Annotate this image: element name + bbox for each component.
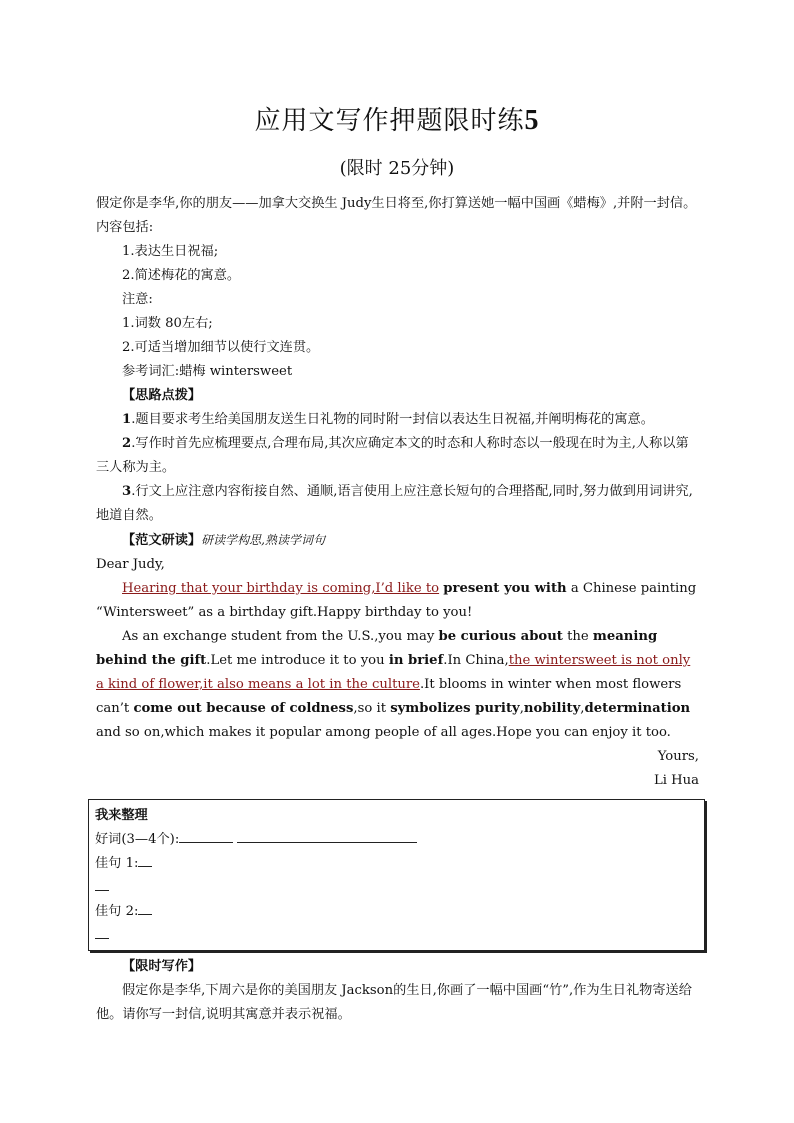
letter-closing: Yours,	[657, 749, 699, 764]
p2-text-3: .Let me introduce it to you	[206, 653, 389, 668]
content	[96, 192, 699, 1027]
p2-text-4: .In China,	[443, 653, 509, 668]
letter-paragraph-2	[96, 625, 699, 745]
phrase-meaning-behind-gift: meaning behind the gift	[96, 629, 658, 668]
tip-3	[96, 480, 699, 528]
phrase-be-curious-about: be curious about	[438, 629, 563, 644]
phrase-present-you-with: present you with	[443, 581, 567, 596]
good-words-line	[95, 828, 698, 852]
page-title-text: 应用文写作押题限时练	[254, 106, 525, 136]
letter-greeting: Dear Judy,	[96, 557, 165, 572]
sample-heading: 【范文研读】	[122, 533, 202, 548]
good-words-blank-2[interactable]	[237, 828, 417, 843]
tip-1-number: 1	[122, 412, 132, 427]
sample-heading-note: 研读学构思,熟读学词句	[201, 533, 325, 547]
sample-heading-line	[96, 528, 699, 553]
p2-text-6: ,so it	[353, 701, 391, 716]
tip-1-text: .题目要求考生给美国朋友送生日礼物的同时附一封信以表达生日祝福,并阐明梅花的寓意。	[131, 412, 654, 427]
tip-3-number: 3	[122, 484, 132, 499]
tip-1	[96, 408, 699, 432]
tip-3-text: .行文上应注意内容衔接自然、通顺,语言使用上应注意长短句的合理搭配,同时,努力做到用词讲究,地道自然。	[96, 484, 693, 523]
sentence-1-blank-2[interactable]	[95, 876, 109, 891]
highlight-sentence-1: Hearing that your birthday is coming,I’d like to	[122, 581, 440, 596]
p1-text: a Chinese painting “Wintersweet” as a birthday gift.Happy birthday to you!	[96, 581, 697, 620]
sentence-1-line	[95, 852, 698, 876]
sentence-1-blank[interactable]	[138, 852, 152, 867]
sentence-2-continue	[95, 924, 698, 948]
note-label: 注意:	[122, 292, 153, 307]
page-title-number: 5	[524, 105, 540, 136]
p2-text-8: ,	[580, 701, 585, 716]
p2-text-2: the	[562, 629, 593, 644]
sentence-1-label: 佳句 1:	[95, 856, 139, 871]
prompt-intro: 假定你是李华,你的朋友——加拿大交换生 Judy生日将至,你打算送她一幅中国画《蜡梅》,并附一封信。内容包括:	[96, 196, 697, 235]
prompt-item-1: 1.表达生日祝福;	[122, 244, 219, 259]
phrase-nobility: nobility	[523, 701, 581, 716]
vocab-hint: 参考词汇:蜡梅 wintersweet	[122, 364, 293, 379]
tip-2-text: .写作时首先应梳理要点,合理布局,其次应确定本文的时态和人称时态以一般现在时为主,人称以第三人称为主。	[96, 436, 689, 475]
timed-heading: 【限时写作】	[122, 959, 202, 974]
p2-text-7: ,	[519, 701, 524, 716]
note-2: 2.可适当增加细节以使行文连贯。	[122, 340, 320, 355]
sentence-2-blank-2[interactable]	[95, 924, 109, 939]
tip-2-number: 2	[122, 436, 132, 451]
time-limit: (限时 25分钟)	[339, 158, 455, 179]
p2-text-5: .It blooms in winter when most flowers can’t	[96, 677, 682, 716]
prompt-item-2: 2.简述梅花的寓意。	[122, 268, 241, 283]
organize-heading: 我来整理	[95, 808, 148, 823]
sentence-1-continue	[95, 876, 698, 900]
page-title	[0, 100, 794, 137]
phrase-determination: determination	[584, 701, 691, 716]
p2-text-1: As an exchange student from the U.S.,you may	[122, 629, 439, 644]
letter-paragraph-1	[96, 577, 699, 625]
organize-box	[88, 799, 705, 951]
phrase-in-brief: in brief	[388, 653, 444, 668]
good-words-blank-1[interactable]	[179, 828, 233, 843]
timed-task: 假定你是李华,下周六是你的美国朋友 Jackson的生日,你画了一幅中国画“竹”,作为生日礼物寄送给他。请你写一封信,说明其寓意并表示祝福。	[96, 983, 692, 1022]
p2-text-9: and so on,which makes it popular among people of all ages.Hope you can enjoy it too.	[96, 725, 671, 740]
sentence-2-label: 佳句 2:	[95, 904, 139, 919]
sentence-2-blank[interactable]	[138, 900, 152, 915]
highlight-sentence-2: the wintersweet is not only a kind of flower,it also means a lot in the culture	[96, 653, 691, 692]
tips-heading: 【思路点拨】	[122, 388, 202, 403]
letter-signature: Li Hua	[653, 773, 699, 788]
sentence-2-line	[95, 900, 698, 924]
phrase-come-out: come out because of coldness	[133, 701, 354, 716]
note-1: 1.词数 80左右;	[122, 316, 213, 331]
tip-2	[96, 432, 699, 480]
good-words-label: 好词(3—4个):	[95, 832, 180, 847]
phrase-symbolizes-purity: symbolizes purity	[390, 701, 520, 716]
